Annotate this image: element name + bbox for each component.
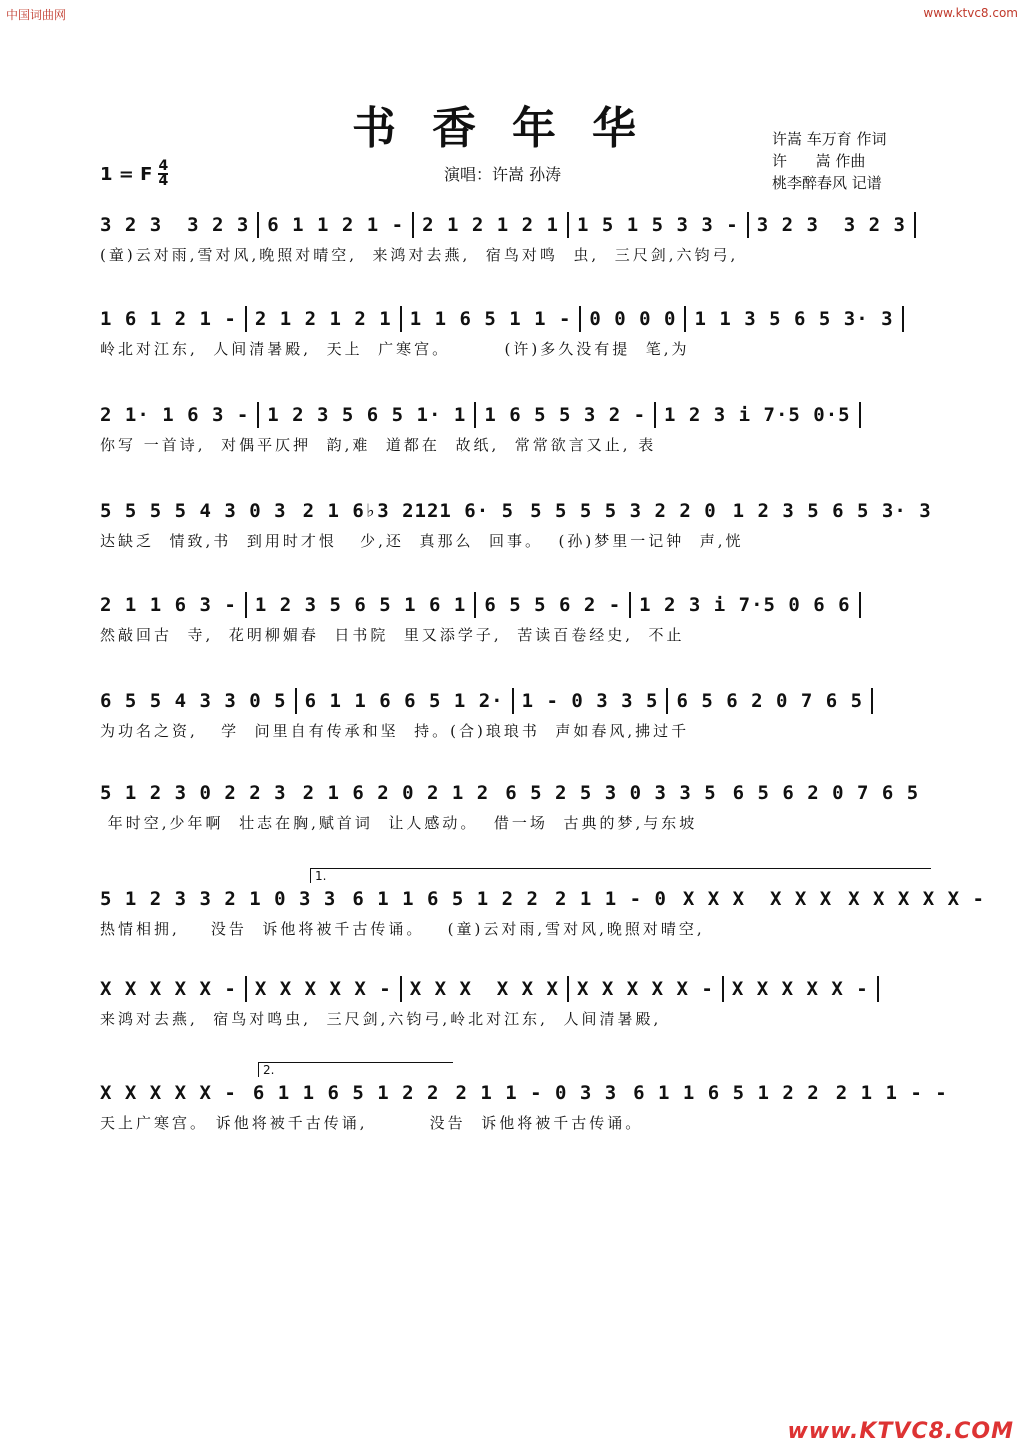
credits-block — [772, 128, 887, 194]
score-line — [100, 498, 930, 552]
bar-line — [245, 306, 247, 332]
time-signature — [158, 160, 168, 188]
bar-line — [512, 688, 514, 714]
score-line — [100, 1080, 948, 1134]
bar-line — [400, 306, 402, 332]
lyrics-row: 来鸿对去燕, 宿鸟对鸣虫, 三尺剑,六钧弓,岭北对江东, 人间清暑殿, — [100, 1010, 662, 1028]
bar-line — [579, 306, 581, 332]
notation-row — [100, 498, 930, 524]
site-url-right[interactable]: www.ktvc8.com — [923, 6, 1018, 20]
score-line — [100, 306, 930, 360]
lyrics-row: 热情相拥, 没告 诉他将被千古传诵。 (童)云对雨,雪对风,晚照对晴空, — [100, 920, 705, 938]
notation-row — [100, 306, 930, 332]
measure: 1 6 1 2 1 - — [100, 308, 237, 330]
notation-row — [100, 1080, 948, 1106]
bar-line — [747, 212, 749, 238]
measure: 1 2 3 i 7·5 0 6 6 — [639, 594, 851, 616]
key-signature — [100, 160, 168, 188]
measure: X X X X X - — [100, 978, 237, 1000]
score-line — [100, 688, 930, 742]
bar-line — [257, 402, 259, 428]
lyrics-row: 达缺乏 情致,书 到用时才恨 少,还 真那么 回事。 (孙)梦里一记钟 声,恍 — [100, 532, 744, 550]
measure: X X X X X - — [100, 1082, 237, 1104]
lyrics-row: 岭北对江东, 人间清暑殿, 天上 广寒宫。 (许)多久没有提 笔,为 — [100, 340, 690, 358]
key-label: 1 = F — [100, 163, 153, 185]
measure: 1 2 3 5 6 5 1· 1 — [267, 404, 467, 426]
measure: 6 5 6 2 0 7 6 5 — [732, 782, 920, 804]
measure: 6 5 6 2 0 7 6 5 — [676, 690, 864, 712]
notation-row — [100, 688, 930, 714]
score-line — [100, 976, 930, 1030]
bar-line — [567, 976, 569, 1002]
site-name-left[interactable]: 中国词曲网 — [6, 8, 67, 22]
composer-credit: 许 嵩 作曲 — [772, 152, 866, 170]
measure: 1 1 3 5 6 5 3· 3 — [694, 308, 894, 330]
measure: 2 1 1 - 0 — [554, 888, 667, 910]
meter-top: 4 — [158, 158, 169, 174]
footer-logo[interactable]: www.KTVC8.COM — [787, 1419, 1014, 1444]
volta-bracket-1 — [310, 868, 931, 883]
measure: X X X X X - — [731, 978, 869, 1000]
measure: 1 - 0 3 3 5 — [521, 690, 659, 712]
measure: X X X X X X — [682, 888, 833, 910]
measure: 6 1 1 6 6 5 1 2· — [304, 690, 504, 712]
score-line — [100, 780, 930, 834]
score-line — [100, 402, 930, 456]
bar-line — [859, 402, 861, 428]
song-title: 书香年华 — [352, 103, 672, 154]
measure: 1 5 1 5 3 3 - — [576, 214, 739, 236]
lyrics-row: 天上广寒宫。 诉他将被千古传诵, 没告 诉他将被千古传诵。 — [100, 1114, 644, 1132]
measure: 5 1 2 3 0 2 2 3 — [100, 782, 287, 804]
measure: 6 5 5 4 3 3 0 5 — [100, 690, 287, 712]
measure: 2 1 1 - 0 3 3 — [455, 1082, 618, 1104]
notation-row — [100, 976, 930, 1002]
bar-line — [629, 592, 631, 618]
bar-line — [684, 306, 686, 332]
measure: 6 1 1 6 5 1 2 2 — [352, 888, 539, 910]
measure: 5 1 2 3 3 2 1 0 3 3 — [100, 888, 337, 910]
measure: 1 2 3 5 6 5 1 6 1 — [254, 594, 467, 616]
measure: X X X X X - — [576, 978, 714, 1000]
performer-credit: 演唱：许嵩 孙涛 — [444, 165, 562, 184]
measure: 6 1 1 6 5 1 2 2 — [252, 1082, 440, 1104]
measure: 3 2 3 3 2 3 — [756, 214, 906, 236]
score-line — [100, 592, 930, 646]
measure: 5 5 5 5 3 2 2 0 — [530, 500, 717, 522]
bar-line — [567, 212, 569, 238]
measure: 6 1 1 2 1 - — [267, 214, 405, 236]
measure: 2 1 6♭3 2121 6· 5 — [302, 500, 515, 522]
measure: 1 6 5 5 3 2 - — [484, 404, 647, 426]
lyrics-row: (童)云对雨,雪对风,晚照对晴空, 来鸿对去燕, 宿鸟对鸣 虫, 三尺剑,六钧弓, — [100, 246, 739, 264]
notation-row — [100, 402, 930, 428]
meter-bottom: 4 — [158, 173, 169, 189]
notation-row — [100, 780, 930, 806]
measure: 1 1 6 5 1 1 - — [409, 308, 572, 330]
measure: 1 2 3 5 6 5 3· 3 — [732, 500, 932, 522]
measure: 2 1 1 - - — [835, 1082, 948, 1104]
lyricist-credit: 许嵩 车万育 作词 — [772, 130, 887, 148]
notation-row — [100, 592, 930, 618]
measure: 0 0 0 0 — [589, 308, 677, 330]
bar-line — [257, 212, 259, 238]
measure: 6 5 2 5 3 0 3 3 5 — [505, 782, 717, 804]
bar-line — [474, 592, 476, 618]
measure: X X X X X - — [254, 978, 392, 1000]
volta-2-label: 2. — [263, 1063, 275, 1077]
measure: 3 2 3 3 2 3 — [100, 214, 250, 236]
lyrics-row: 为功名之资, 学 问里自有传承和坚 持。(合)琅琅书 声如春风,拂过千 — [100, 722, 690, 740]
lyrics-row: 然敲回古 寺, 花明柳媚春 日书院 里又添学子, 苦读百卷经史, 不止 — [100, 626, 685, 644]
volta-1-label: 1. — [315, 869, 327, 883]
measure: 5 5 5 5 4 3 0 3 — [100, 500, 287, 522]
lyrics-row: 年时空,少年啊 壮志在胸,赋首词 让人感动。 借一场 古典的梦,与东坡 — [100, 814, 698, 832]
bar-line — [654, 402, 656, 428]
bar-line — [245, 592, 247, 618]
bar-line — [412, 212, 414, 238]
lyrics-row: 你写 一首诗, 对偶平仄押 韵,难 道都在 故纸, 常常欲言又止, 表 — [100, 436, 657, 454]
bar-line — [871, 688, 873, 714]
measure: 2 1 2 1 2 1 — [422, 214, 559, 236]
volta-bracket-2 — [258, 1062, 453, 1077]
bar-line — [914, 212, 916, 238]
bar-line — [877, 976, 879, 1002]
score-line — [100, 886, 986, 940]
measure: 1 2 3 i 7·5 0·5 — [664, 404, 851, 426]
bar-line — [722, 976, 724, 1002]
measure: 2 1 2 1 2 1 — [254, 308, 392, 330]
bar-line — [295, 688, 297, 714]
transcriber-credit: 桃李醉春风 记谱 — [772, 174, 882, 192]
bar-line — [666, 688, 668, 714]
measure: 6 1 1 6 5 1 2 2 — [633, 1082, 820, 1104]
measure: 2 1· 1 6 3 - — [100, 404, 250, 426]
score-line — [100, 212, 930, 266]
bar-line — [474, 402, 476, 428]
measure: 2 1 1 6 3 - — [100, 594, 237, 616]
measure: X X X X X - — [848, 888, 986, 910]
measure: 2 1 6 2 0 2 1 2 — [302, 782, 490, 804]
bar-line — [400, 976, 402, 1002]
bar-line — [245, 976, 247, 1002]
measure: 6 5 5 6 2 - — [484, 594, 622, 616]
measure: X X X X X X — [409, 978, 559, 1000]
bar-line — [859, 592, 861, 618]
notation-row — [100, 212, 930, 238]
bar-line — [902, 306, 904, 332]
notation-row — [100, 886, 986, 912]
